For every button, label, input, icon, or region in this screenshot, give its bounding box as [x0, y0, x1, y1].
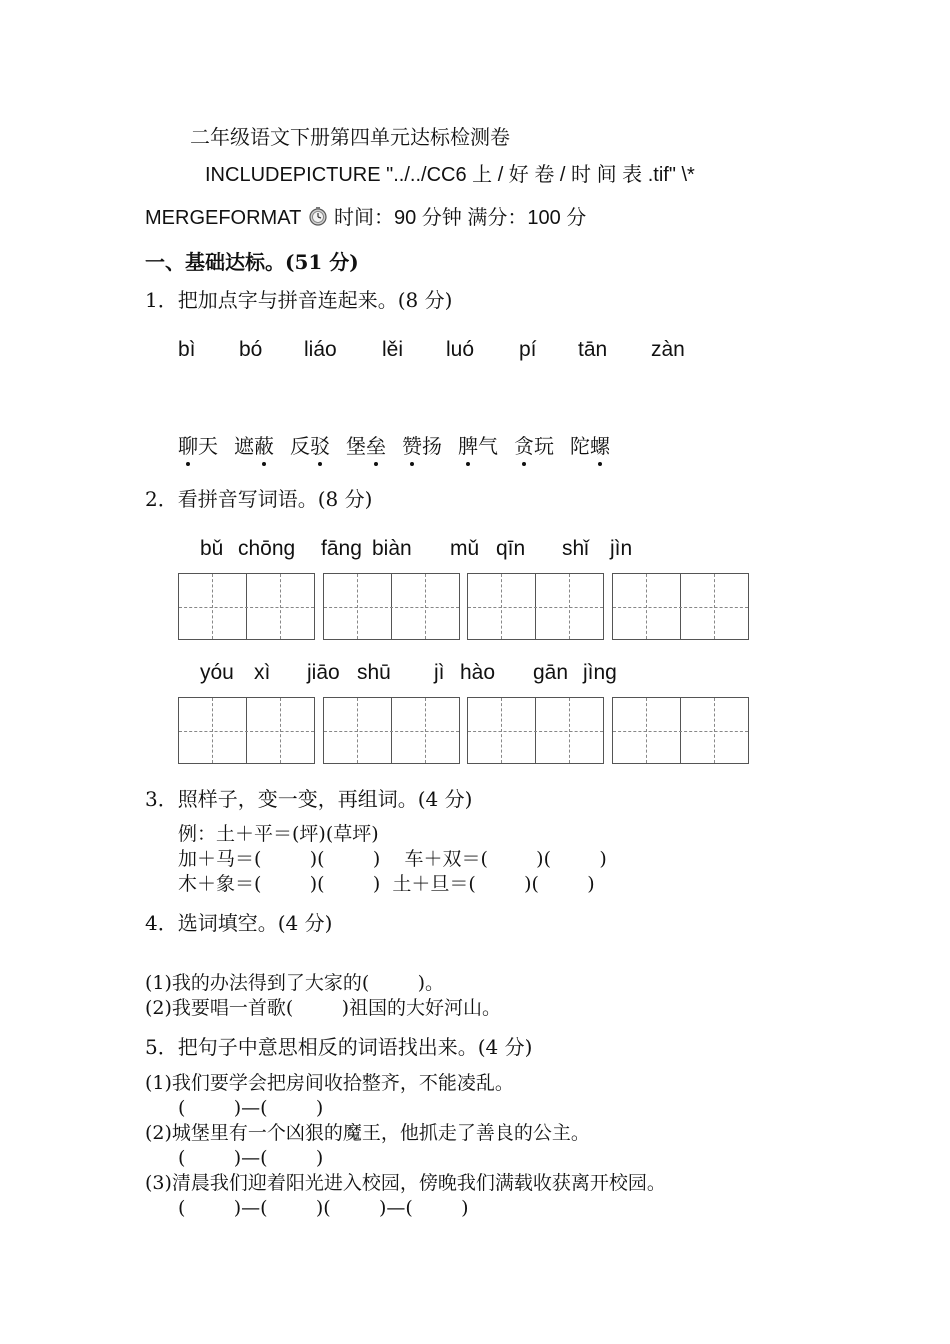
writing-grid[interactable] [178, 697, 315, 764]
question-5-title: 5．把句子中意思相反的词语找出来。(4 分) [145, 1035, 533, 1059]
pinyin-item: bó [239, 338, 263, 361]
pinyin-item: bǔ [200, 537, 224, 560]
pinyin-item: liáo [304, 338, 337, 361]
word-item: 赞扬 [402, 434, 442, 458]
pinyin-item: biàn [372, 537, 412, 560]
q5-blank-3: ( )—( )( )—( ) [178, 1197, 469, 1219]
question-1-title: 1．把加点字与拼音连起来。(8 分) [145, 288, 453, 312]
question-2-title: 2．看拼音写词语。(8 分) [145, 487, 373, 511]
question-4-title: 4．选词填空。(4 分) [145, 911, 333, 935]
word-item: 脾气 [458, 434, 498, 458]
writing-grid[interactable] [612, 573, 749, 640]
word-item: 反驳 [290, 434, 330, 458]
exam-info-line [145, 204, 586, 231]
pinyin-item: jìng [583, 661, 617, 684]
pinyin-item: shǐ [562, 537, 589, 560]
pinyin-item: zàn [651, 338, 685, 361]
writing-grid[interactable] [467, 697, 604, 764]
writing-grid[interactable] [467, 573, 604, 640]
pinyin-item: shū [357, 661, 391, 684]
pinyin-item: luó [446, 338, 475, 361]
page-title: 二年级语文下册第四单元达标检测卷 [190, 125, 510, 149]
pinyin-item: pí [519, 338, 537, 361]
writing-grid[interactable] [323, 697, 460, 764]
word-item: 遮蔽 [234, 434, 274, 458]
clock-icon [308, 206, 328, 226]
q5-sentence-3: (3)清晨我们迎着阳光进入校园，傍晚我们满载收获离开校园。 [145, 1172, 666, 1194]
q3-line-1: 加＋马＝( )( ) 车＋双＝( )( ) [178, 848, 607, 870]
field-code-line: INCLUDEPICTURE "../../CC6 上 / 好 卷 / 时 间 表 .tif" \* [205, 164, 695, 186]
pinyin-item: chōng [238, 537, 296, 560]
question-3-title: 3．照样子，变一变，再组词。(4 分) [145, 787, 473, 811]
q3-example: 例：土＋平＝(坪)(草坪) [178, 823, 379, 845]
pinyin-item: hào [460, 661, 496, 684]
word-item: 贪玩 [514, 434, 554, 458]
pinyin-item: lěi [382, 338, 404, 361]
pinyin-item: jì [434, 661, 445, 684]
q4-item-2: (2)我要唱一首歌( )祖国的大好河山。 [145, 997, 502, 1019]
time-score-info: 时间：90 分钟 满分：100 分 [334, 207, 587, 229]
section-heading: 一、基础达标。(51 分) [145, 250, 359, 274]
pinyin-item: tān [578, 338, 608, 361]
writing-grid[interactable] [323, 573, 460, 640]
q5-sentence-2: (2)城堡里有一个凶狠的魔王，他抓走了善良的公主。 [145, 1122, 590, 1144]
pinyin-item: yóu [200, 661, 234, 684]
word-item: 堡垒 [346, 434, 386, 458]
q5-blank-2: ( )—( ) [178, 1147, 324, 1169]
writing-grid[interactable] [612, 697, 749, 764]
q3-line-2: 木＋象＝( )( ) 土＋旦＝( )( ) [178, 873, 595, 895]
q4-item-1: (1)我的办法得到了大家的( )。 [145, 972, 445, 994]
writing-grid[interactable] [178, 573, 315, 640]
pinyin-item: fāng [321, 537, 362, 560]
field-code-mergeformat: MERGEFORMAT [145, 207, 302, 229]
pinyin-item: xì [254, 661, 271, 684]
word-item: 陀螺 [570, 434, 610, 458]
q5-blank-1: ( )—( ) [178, 1097, 324, 1119]
q5-sentence-1: (1)我们要学会把房间收拾整齐，不能凌乱。 [145, 1072, 514, 1094]
pinyin-item: jiāo [307, 661, 340, 684]
pinyin-item: gān [533, 661, 569, 684]
pinyin-item: qīn [496, 537, 526, 560]
pinyin-item: bì [178, 338, 196, 361]
word-item: 聊天 [178, 434, 218, 458]
pinyin-item: jìn [610, 537, 633, 560]
pinyin-item: mǔ [450, 537, 480, 560]
